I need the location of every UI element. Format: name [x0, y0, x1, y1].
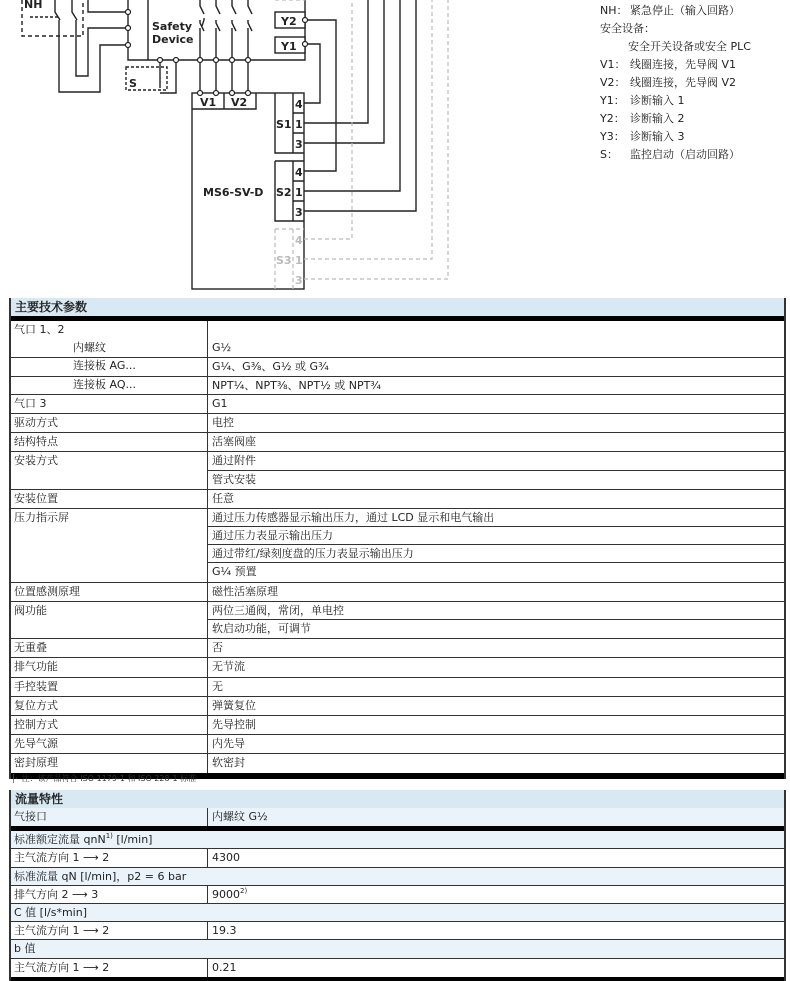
flow-section-title: [11, 940, 784, 958]
flow-table: [9, 790, 786, 981]
spec-row: [11, 754, 784, 772]
spec-value: 无: [212, 679, 223, 693]
spec-label: 内螺纹: [11, 339, 208, 357]
flow-section-title-text: 标准额定流量 qnN: [14, 833, 106, 847]
spec-value: NPT¼、NPT⅜、NPT½ 或 NPT¾: [212, 378, 381, 392]
legend-item: [600, 110, 790, 128]
y1-label: Y1: [281, 40, 297, 53]
flow-row: [11, 922, 784, 940]
spec-value: G¼、G⅜、G½ 或 G¾: [212, 360, 329, 374]
spec-value: 通过压力表显示输出压力: [208, 527, 784, 545]
legend-key: V2：: [600, 76, 626, 89]
spec-label: 无重叠: [11, 639, 208, 657]
s2-pin4: 4: [295, 166, 303, 179]
legend-item: [600, 2, 790, 20]
spec-label: 密封原理: [11, 754, 208, 772]
legend-item: [600, 56, 790, 74]
spec-row: [11, 433, 784, 452]
spec-row: [11, 716, 784, 735]
legend-key: 安全设备：: [600, 22, 655, 35]
legend-value: 线圈连接，先导阀 V1: [630, 58, 737, 71]
legend-key: S：: [600, 148, 618, 161]
s1-label: S1: [276, 118, 292, 131]
flow-section-title: [11, 831, 784, 849]
spec-row: [11, 639, 784, 658]
spec-label: 阀功能: [11, 602, 208, 638]
module-label: MS6-SV-D: [203, 186, 264, 199]
flow-value: 19.3: [212, 924, 237, 938]
spec-value: 磁性活塞原理: [212, 584, 278, 598]
flow-row: [11, 849, 784, 867]
spec-value: 否: [212, 641, 223, 655]
s2-pin3: 3: [295, 206, 303, 219]
s2-pin1: 1: [295, 186, 303, 199]
spec-row: [11, 490, 784, 509]
s1-pin3: 3: [295, 138, 303, 151]
spec-value: 内先导: [212, 737, 245, 751]
flow-value: 9000: [212, 887, 240, 901]
legend-key: V1：: [600, 58, 626, 71]
spec-row: [11, 357, 784, 375]
spec-label: 排气功能: [11, 658, 208, 676]
s-label: S: [129, 77, 137, 90]
legend-item: [600, 146, 790, 164]
spec-row: [11, 339, 784, 357]
spec-value: 两位三通阀，常闭，单电控: [208, 602, 784, 620]
spec-label: 安装方式: [11, 452, 208, 488]
spec-label: 连接板 AQ...: [11, 376, 208, 394]
spec-label: 连接板 AG...: [11, 357, 208, 375]
s3-label: S3: [276, 254, 292, 267]
legend-key: Y1：: [600, 94, 625, 107]
spec-row: [11, 509, 784, 583]
spec-row: [11, 395, 784, 414]
info-marker-icon: ·|·: [9, 773, 18, 784]
footnote-ref: 2): [240, 886, 248, 895]
safety-device-label: Safety: [152, 20, 193, 33]
spec-label: 手控装置: [11, 678, 208, 696]
legend-value: 监控启动（启动回路）: [630, 148, 740, 161]
flow-value: 4300: [212, 851, 240, 865]
spec-row: [11, 658, 784, 677]
port-header-value: 内螺纹 G½: [212, 810, 268, 823]
legend-item: [600, 74, 790, 92]
v2-label: V2: [231, 96, 248, 109]
flow-section-title: [11, 904, 784, 922]
spec-row: [11, 583, 784, 602]
s3-pin1: 1: [295, 254, 303, 267]
spec-row: [11, 602, 784, 639]
y2-label: Y2: [281, 15, 297, 28]
port12-group: [11, 321, 784, 395]
safety-device-label-2: Device: [152, 33, 194, 46]
flow-table-title: 流量特性: [11, 790, 784, 808]
spec-value: 通过带红/绿刻度盘的压力表显示输出压力: [208, 545, 784, 563]
spec-label: 先导气源: [11, 735, 208, 753]
legend-item: [600, 92, 790, 110]
spec-row: [11, 414, 784, 433]
spec-value: 软启动功能，可调节: [212, 622, 311, 635]
spec-row: [11, 452, 784, 489]
port12-label: 气口 1、2: [11, 321, 208, 339]
spec-value: 通过压力传感器显示输出压力，通过 LCD 显示和电气输出: [208, 509, 784, 527]
s3-pin3: 3: [295, 274, 303, 287]
spec-row: [11, 376, 784, 394]
spec-label: 安装位置: [11, 490, 208, 508]
legend-value: 安全开关设备或安全 PLC: [628, 40, 751, 53]
spec-value: G1: [212, 396, 228, 410]
spec-value: 弹簧复位: [212, 698, 256, 712]
legend-value: 诊断输入 3: [630, 130, 685, 143]
spec-label: 复位方式: [11, 697, 208, 715]
legend-key: Y3：: [600, 130, 625, 143]
spec-label: 位置感测原理: [11, 583, 208, 601]
standards-note: [9, 773, 196, 784]
flow-label: 主气流方向 1 ⟶ 2: [11, 959, 208, 977]
flow-row: [11, 886, 784, 904]
legend-item: [600, 20, 790, 38]
legend-value: 诊断输入 1: [630, 94, 685, 107]
flow-label: 排气方向 2 ⟶ 3: [11, 886, 208, 903]
note-text: 注：该产品符合 ISO 1179-1 和 ISO 228-1 标准: [21, 774, 197, 783]
spec-value: G½: [212, 341, 232, 355]
nh-label: NH: [24, 0, 43, 11]
legend-key: NH：: [600, 4, 628, 17]
flow-section-unit: [l/min]: [112, 833, 153, 847]
s1-pin1: 1: [295, 118, 303, 131]
legend-item: [600, 38, 790, 56]
s3-pin4: 4: [295, 234, 303, 247]
legend-item: [600, 128, 790, 146]
flow-section-title-text: b 值: [14, 942, 36, 956]
flow-row: [11, 959, 784, 977]
legend-value: 诊断输入 2: [630, 112, 685, 125]
spec-label: 结构特点: [11, 433, 208, 451]
spec-value: 电控: [212, 415, 234, 429]
spec-value: 无节流: [212, 660, 245, 674]
spec-row: [11, 735, 784, 754]
flow-label: 主气流方向 1 ⟶ 2: [11, 849, 208, 866]
spec-table-title: 主要技术参数: [11, 298, 784, 316]
spec-label: 压力指示屏: [11, 509, 208, 582]
legend-value: 线圈连接，先导阀 V2: [630, 76, 737, 89]
spec-label: 驱动方式: [11, 414, 208, 432]
spec-row: [11, 697, 784, 716]
spec-value: G¼ 预置: [212, 565, 257, 579]
spec-value: 先导控制: [212, 717, 256, 731]
spec-label: 控制方式: [11, 716, 208, 734]
legend-value: 紧急停止（输入回路）: [630, 4, 740, 17]
spec-label: 气口 3: [11, 395, 208, 413]
diagram-legend: [600, 2, 790, 164]
flow-label: 主气流方向 1 ⟶ 2: [11, 922, 208, 939]
s2-label: S2: [276, 186, 292, 199]
spec-value: 软密封: [212, 756, 245, 770]
flow-value: 0.21: [212, 960, 237, 974]
spec-value: 管式安装: [212, 472, 256, 486]
flow-section-title: [11, 868, 784, 886]
flow-section-title-text: 标准流量 qN [l/min]，p2 = 6 bar: [14, 869, 187, 883]
spec-value: 任意: [212, 491, 234, 505]
s1-pin4: 4: [295, 98, 303, 111]
wiring-diagram: [0, 0, 560, 292]
spec-value: 活塞阀座: [212, 435, 256, 449]
v1-label: V1: [200, 96, 217, 109]
footnote-ref: 1): [105, 832, 113, 841]
legend-key: Y2：: [600, 112, 625, 125]
spec-value: 通过附件: [208, 452, 784, 470]
spec-table: [9, 298, 786, 779]
port-header-label: 气接口: [11, 808, 208, 826]
spec-row: [11, 678, 784, 697]
flow-section-title-text: C 值 [l/s*min]: [14, 905, 87, 919]
